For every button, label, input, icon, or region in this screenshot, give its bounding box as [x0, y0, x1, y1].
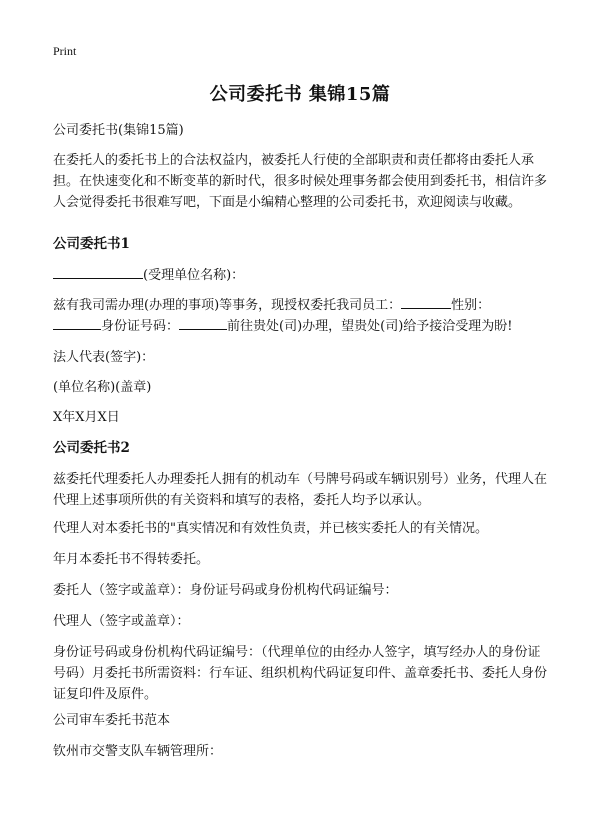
section2-paragraph-1: 兹委托代理委托人办理委托人拥有的机动车（号牌号码或车辆识别号）业务，代理人在代理上述事项所供的有关资料和填写的表格，委托人均予以承认。 — [53, 472, 548, 508]
gender-label: 性别： — [451, 298, 491, 313]
recipient-blank[interactable] — [53, 265, 143, 279]
recipient-line — [53, 265, 549, 286]
authorization-paragraph — [53, 295, 549, 337]
id-label: 身份证号码： — [101, 319, 180, 334]
section2-paragraph-6: 身份证号码或身份机构代码证编号：（代理单位的由经办人签字，填写经办人的身份证号码）月委托书所需资料：行车证、组织机构代码证复印件、盖章委托书、委托人身份证复印件及原件。 — [53, 645, 548, 702]
print-link[interactable]: Print — [53, 44, 77, 58]
section1-heading: 公司委托书1 — [53, 236, 130, 252]
legal-rep-line: 法人代表(签字)： — [53, 350, 155, 365]
date-line: X年X月X日 — [53, 410, 120, 425]
id-number-blank[interactable] — [179, 316, 227, 330]
section2-paragraph-2: 代理人对本委托书的"真实情况和有效性负责，并已核实委托人的有关情况。 — [53, 521, 488, 536]
subtitle: 公司委托书(集锦15篇) — [53, 123, 184, 138]
recipient-label: (受理单位名称)： — [143, 268, 245, 283]
section2-paragraph-8: 钦州市交警支队车辆管理所： — [53, 744, 223, 759]
section2-heading: 公司委托书2 — [53, 440, 130, 456]
intro-paragraph: 在委托人的委托书上的合法权益内，被委托人行使的全部职责和责任都将由委托人承担。在快速变化和不断变革的新时代，很多时候处理事务都会使用到委托书，相信许多人会觉得委托书很难写吧，下面是小编精心整理的公司委托书，欢迎阅读与收藏。 — [53, 153, 548, 210]
section2-paragraph-3: 年月本委托书不得转委托。 — [53, 552, 210, 567]
section2-paragraph-5: 代理人（签字或盖章）： — [53, 614, 190, 629]
authorization-text: 兹有我司需办理(办理的事项)等事务，现授权委托我司员工： — [53, 298, 402, 313]
employee-name-blank[interactable] — [401, 295, 451, 309]
authorization-purpose: 前往贵处(司)办理，望贵处(司)给予接洽受理为盼! — [227, 319, 513, 334]
unit-seal-line: (单位名称)(盖章) — [53, 380, 152, 395]
section2-paragraph-4: 委托人（签字或盖章）：身份证号码或身份机构代码证编号： — [53, 583, 398, 598]
page-title: 公司委托书 集锦15篇 — [209, 84, 391, 105]
gender-blank[interactable] — [53, 316, 101, 330]
section2-paragraph-7: 公司审车委托书范本 — [53, 713, 171, 728]
